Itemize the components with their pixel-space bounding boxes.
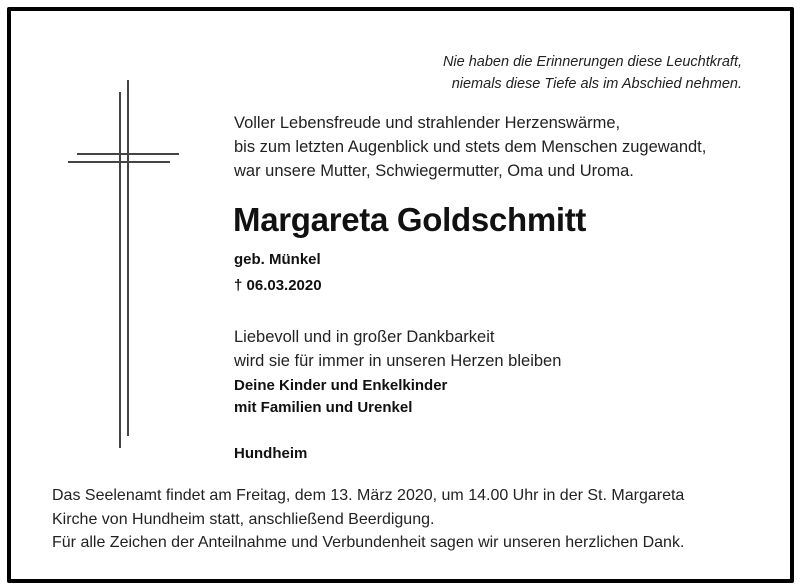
remembrance-line: wird sie für immer in unseren Herzen bleiben bbox=[234, 352, 562, 370]
intro-line: war unsere Mutter, Schwiegermutter, Oma und Uroma. bbox=[234, 162, 634, 180]
quote-line: niemals diese Tiefe als im Abschied nehmen. bbox=[451, 76, 742, 92]
service-line: Das Seelenamt findet am Freitag, dem 13. März 2020, um 14.00 Uhr in der St. Margareta bbox=[52, 487, 685, 504]
service-line: Für alle Zeichen der Anteilnahme und Verbundenheit sagen wir unseren herzlichen Dank. bbox=[52, 534, 685, 551]
cross-horizontal-bar-top bbox=[77, 153, 179, 155]
mourners bbox=[234, 375, 447, 419]
quote-line: Nie haben die Erinnerungen diese Leuchtkraft, bbox=[442, 54, 742, 70]
cross-vertical-bar-right bbox=[127, 80, 129, 436]
remembrance-text bbox=[234, 325, 561, 373]
memorial-quote bbox=[322, 51, 742, 95]
mourners-line: mit Familien und Urenkel bbox=[234, 399, 413, 416]
place-name: Hundheim bbox=[234, 445, 308, 462]
intro-text bbox=[234, 111, 706, 183]
remembrance-line: Liebevoll und in großer Dankbarkeit bbox=[234, 328, 495, 346]
maiden-name: geb. Münkel bbox=[234, 251, 321, 268]
intro-line: Voller Lebensfreude und strahlender Herzenswärme, bbox=[234, 114, 621, 132]
deceased-name: Margareta Goldschmitt bbox=[233, 201, 587, 238]
intro-line: bis zum letzten Augenblick und stets dem Menschen zugewandt, bbox=[234, 138, 707, 156]
mourners-line: Deine Kinder und Enkelkinder bbox=[234, 377, 448, 394]
date-of-death: † 06.03.2020 bbox=[234, 277, 322, 294]
service-line: Kirche von Hundheim statt, anschließend Beerdigung. bbox=[52, 510, 435, 528]
service-info bbox=[52, 484, 684, 555]
cross-horizontal-bar-bottom bbox=[68, 161, 170, 163]
cross-vertical-bar-left bbox=[119, 92, 121, 448]
